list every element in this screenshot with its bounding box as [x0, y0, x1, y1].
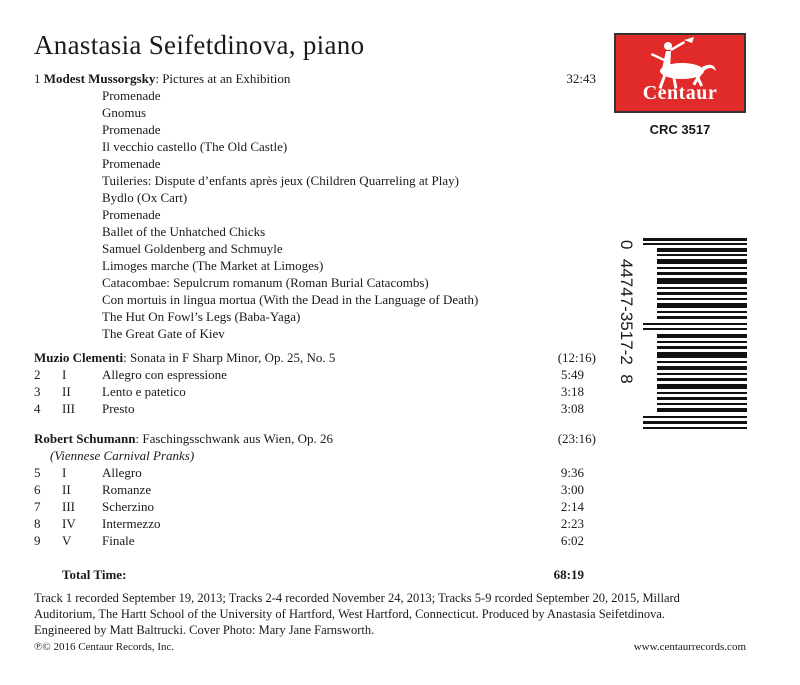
- movement-numeral: III: [62, 499, 75, 514]
- movement-item: Promenade: [102, 122, 161, 137]
- movement-numeral: IV: [62, 516, 76, 531]
- movement-numeral: II: [62, 384, 71, 399]
- track-number: 4: [34, 401, 41, 416]
- movement-item: Bydlo (Ox Cart): [102, 190, 188, 205]
- work-title: : Faschingsschwank aus Wien, Op. 26: [135, 431, 333, 446]
- movement-item: The Hut On Fowl’s Legs (Baba-Yaga): [102, 309, 301, 324]
- track-number: 5: [34, 465, 41, 480]
- movement-numeral: I: [62, 465, 67, 480]
- clementi-duration: (12:16): [557, 350, 596, 365]
- track-number: 8: [34, 516, 41, 531]
- track-number: 6: [34, 482, 41, 497]
- work-subtitle: (Viennese Carnival Pranks): [50, 448, 195, 463]
- album-title: Anastasia Seifetdinova, piano: [34, 30, 365, 60]
- total-time-label: Total Time:: [62, 567, 127, 582]
- barcode-digits: 0 44747-3517-2 8: [617, 240, 636, 384]
- track-number: 1: [34, 71, 41, 86]
- track-number: 7: [34, 499, 41, 514]
- credits-line: Track 1 recorded September 19, 2013; Tracks 2-4 recorded November 24, 2013; Tracks 5-9 rcorded September 20, 2015, Millard: [34, 591, 680, 605]
- website-link[interactable]: www.centaurrecords.com: [633, 641, 746, 653]
- movement-item: Catacombae: Sepulcrum romanum (Roman Burial Catacombs): [102, 275, 429, 290]
- copyright-notice: ℗© 2016 Centaur Records, Inc.: [34, 641, 175, 653]
- work-title: : Sonata in F Sharp Minor, Op. 25, No. 5: [123, 350, 336, 365]
- movement-item: Promenade: [102, 207, 161, 222]
- movement-numeral: I: [62, 367, 67, 382]
- schumann-duration: (23:16): [557, 431, 596, 446]
- barcode-bars: [643, 238, 747, 434]
- work-title: : Pictures at an Exhibition: [155, 71, 291, 86]
- movement-title: Allegro: [102, 465, 142, 480]
- schumann-heading: [34, 430, 333, 447]
- track-time: 2:23: [560, 516, 584, 531]
- track-number: 2: [34, 367, 41, 382]
- credits-line: Auditorium, The Hartt School of the University of Hartford, West Hartford, Connecticut. Produced by Anastasia Seifetdinova.: [34, 607, 666, 621]
- movement-title: Finale: [102, 533, 135, 548]
- composer-name: Muzio Clementi: [34, 350, 124, 365]
- track-time: 5:49: [560, 367, 584, 382]
- movement-numeral: III: [62, 401, 75, 416]
- movement-title: Scherzino: [102, 499, 154, 514]
- composer-name: Robert Schumann: [34, 431, 136, 446]
- track-time: 3:18: [560, 384, 584, 399]
- movement-item: Limoges marche (The Market at Limoges): [102, 258, 324, 273]
- catalog-number: CRC 3517: [649, 122, 711, 137]
- movement-item: Con mortuis in lingua mortua (With the Dead in the Language of Death): [102, 292, 479, 307]
- track-time: 3:00: [560, 482, 584, 497]
- mussorgsky-duration: 32:43: [566, 71, 596, 86]
- movement-item: Ballet of the Unhatched Chicks: [102, 224, 266, 239]
- movement-item: The Great Gate of Kiev: [102, 326, 225, 341]
- movement-title: Romanze: [102, 482, 152, 497]
- total-time-value: 68:19: [553, 567, 584, 582]
- movement-item: Il vecchio castello (The Old Castle): [102, 139, 288, 154]
- centaur-logo: [614, 33, 746, 113]
- movement-title: Presto: [102, 401, 135, 416]
- track-time: 9:36: [560, 465, 584, 480]
- movement-item: Promenade: [102, 88, 161, 103]
- track-number: 9: [34, 533, 41, 548]
- logo-wordmark: Centaur: [642, 82, 718, 104]
- movement-item: Promenade: [102, 156, 161, 171]
- composer-name: Modest Mussorgsky: [43, 71, 156, 86]
- movement-numeral: V: [62, 533, 72, 548]
- movement-item: Samuel Goldenberg and Schmuyle: [102, 241, 283, 256]
- credits-line: Engineered by Matt Baltrucki. Cover Photo: Mary Jane Farnsworth.: [34, 623, 375, 637]
- movement-item: Gnomus: [102, 105, 147, 120]
- mussorgsky-heading: [34, 70, 290, 87]
- track-time: 2:14: [560, 499, 584, 514]
- movement-title: Intermezzo: [102, 516, 161, 531]
- movement-item: Tuileries: Dispute d’enfants après jeux (Children Quarreling at Play): [102, 173, 459, 188]
- clementi-heading: [34, 349, 335, 366]
- track-time: 3:08: [560, 401, 584, 416]
- movement-title: Lento e patetico: [102, 384, 186, 399]
- movement-title: Allegro con espressione: [102, 367, 227, 382]
- track-number: 3: [34, 384, 41, 399]
- movement-numeral: II: [62, 482, 71, 497]
- track-time: 6:02: [560, 533, 584, 548]
